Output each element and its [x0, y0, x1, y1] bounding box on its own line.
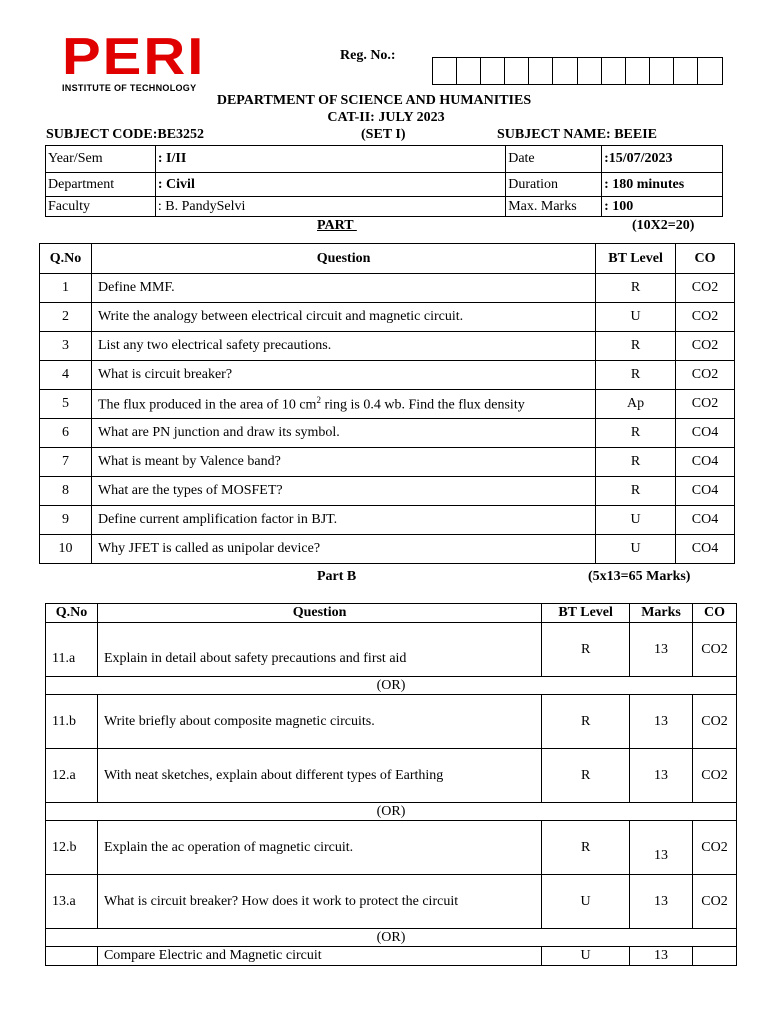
- max-marks-value: : 100: [602, 197, 723, 217]
- table-row: [46, 947, 737, 966]
- reg-box[interactable]: [626, 58, 650, 84]
- co-value: CO2: [676, 303, 735, 332]
- co-value: CO4: [676, 506, 735, 535]
- header-question: Question: [97, 604, 541, 623]
- co-value: CO2: [693, 749, 737, 803]
- bt-level: R: [542, 623, 630, 677]
- co-value: CO4: [676, 419, 735, 448]
- question-text: Compare Electric and Magnetic circuit: [97, 947, 541, 966]
- co-value: CO2: [676, 274, 735, 303]
- q-number: 12.b: [46, 821, 98, 875]
- reg-box[interactable]: [674, 58, 698, 84]
- or-separator: (OR): [46, 803, 737, 821]
- part-a-title: PART: [317, 218, 357, 233]
- table-row: [40, 274, 735, 303]
- part-b-title: Part B: [317, 569, 357, 584]
- logo-subtitle: INSTITUTE OF TECHNOLOGY: [62, 83, 197, 93]
- question-text: Write the analogy between electrical circuit and magnetic circuit.: [91, 303, 595, 332]
- co-value: CO2: [676, 390, 735, 419]
- q-number: 6: [40, 419, 92, 448]
- subject-code: SUBJECT CODE:BE3252: [46, 127, 205, 142]
- table-row: [40, 506, 735, 535]
- reg-box[interactable]: [602, 58, 626, 84]
- duration-value: : 180 minutes: [602, 173, 723, 197]
- header-marks: Marks: [630, 604, 693, 623]
- bt-level: U: [542, 875, 630, 929]
- table-row: [46, 749, 737, 803]
- reg-no-label: Reg. No.:: [340, 48, 396, 63]
- bt-level: U: [542, 947, 630, 966]
- co-value: CO2: [693, 623, 737, 677]
- bt-level: Ap: [596, 390, 676, 419]
- question-text: Explain the ac operation of magnetic circuit.: [97, 821, 541, 875]
- year-value: : I/II: [155, 146, 505, 173]
- q-number: 9: [40, 506, 92, 535]
- question-text: Why JFET is called as unipolar device?: [91, 535, 595, 564]
- department-heading: DEPARTMENT OF SCIENCE AND HUMANITIES: [216, 93, 532, 108]
- part-a-marks: (10X2=20): [632, 218, 695, 233]
- co-value: [693, 947, 737, 966]
- department-value: : Civil: [155, 173, 505, 197]
- reg-no-boxes[interactable]: [432, 57, 723, 85]
- part-b-table: [45, 603, 737, 966]
- table-row: [40, 535, 735, 564]
- question-text: List any two electrical safety precautions.: [91, 332, 595, 361]
- bt-level: R: [542, 749, 630, 803]
- marks-value: 13: [630, 749, 693, 803]
- reg-box[interactable]: [481, 58, 505, 84]
- bt-level: U: [596, 535, 676, 564]
- table-row: [46, 821, 737, 875]
- table-row: [46, 875, 737, 929]
- q-number: 2: [40, 303, 92, 332]
- marks-value: 13: [630, 821, 693, 875]
- q-number: 8: [40, 477, 92, 506]
- table-row: [40, 419, 735, 448]
- table-row: [40, 477, 735, 506]
- q-number: 3: [40, 332, 92, 361]
- reg-box[interactable]: [650, 58, 674, 84]
- q-number: 4: [40, 361, 92, 390]
- bt-level: R: [596, 361, 676, 390]
- q-number: [46, 947, 98, 966]
- logo-peri: PERI: [62, 27, 206, 86]
- co-value: CO2: [693, 695, 737, 749]
- co-value: CO2: [676, 361, 735, 390]
- co-value: CO4: [676, 535, 735, 564]
- year-label: Year/Sem: [46, 146, 156, 173]
- q-number: 13.a: [46, 875, 98, 929]
- header-bt-level: BT Level: [542, 604, 630, 623]
- co-value: CO4: [676, 477, 735, 506]
- question-text: What are PN junction and draw its symbol.: [91, 419, 595, 448]
- superscript: 2: [316, 394, 321, 405]
- part-a-table: [39, 243, 735, 564]
- department-label: Department: [46, 173, 156, 197]
- q-number: 12.a: [46, 749, 98, 803]
- q-number: 11.b: [46, 695, 98, 749]
- reg-box[interactable]: [698, 58, 722, 84]
- info-table: [45, 145, 723, 217]
- date-value: :15/07/2023: [602, 146, 723, 173]
- question-text: What is circuit breaker?: [91, 361, 595, 390]
- bt-level: U: [596, 506, 676, 535]
- question-text: With neat sketches, explain about different types of Earthing: [97, 749, 541, 803]
- question-text-part: ring is 0.4 wb. Find the flux density: [320, 397, 525, 413]
- exam-heading: CAT-II: JULY 2023: [327, 110, 445, 125]
- header-bt-level: BT Level: [596, 244, 676, 274]
- bt-level: R: [542, 695, 630, 749]
- table-row: [40, 303, 735, 332]
- header-qno: Q.No: [40, 244, 92, 274]
- bt-level: R: [542, 821, 630, 875]
- set-label: (SET I): [361, 127, 406, 142]
- header-question: Question: [91, 244, 595, 274]
- co-value: CO2: [693, 821, 737, 875]
- co-value: CO2: [676, 332, 735, 361]
- question-text: What is circuit breaker? How does it work to protect the circuit: [97, 875, 541, 929]
- question-text: Write briefly about composite magnetic circuits.: [97, 695, 541, 749]
- question-text: [91, 390, 595, 419]
- header-qno: Q.No: [46, 604, 98, 623]
- marks-value: 13: [630, 623, 693, 677]
- q-number: 7: [40, 448, 92, 477]
- max-marks-label: Max. Marks: [506, 197, 602, 217]
- question-text: Define MMF.: [91, 274, 595, 303]
- marks-value: 13: [630, 875, 693, 929]
- faculty-label: Faculty: [46, 197, 156, 217]
- table-row: [40, 361, 735, 390]
- bt-level: R: [596, 448, 676, 477]
- table-row: [46, 695, 737, 749]
- bt-level: U: [596, 303, 676, 332]
- duration-label: Duration: [506, 173, 602, 197]
- or-separator: (OR): [46, 677, 737, 695]
- reg-box[interactable]: [433, 58, 457, 84]
- table-row: [46, 623, 737, 677]
- reg-box[interactable]: [505, 58, 529, 84]
- subject-name: SUBJECT NAME: BEEIE: [497, 127, 658, 142]
- co-value: CO4: [676, 448, 735, 477]
- q-number: 11.a: [46, 623, 98, 677]
- bt-level: R: [596, 477, 676, 506]
- table-row: [40, 390, 735, 419]
- faculty-value: : B. PandySelvi: [155, 197, 505, 217]
- q-number: 5: [40, 390, 92, 419]
- bt-level: R: [596, 332, 676, 361]
- reg-box[interactable]: [578, 58, 602, 84]
- or-separator: (OR): [46, 929, 737, 947]
- header-co: CO: [693, 604, 737, 623]
- question-text: What are the types of MOSFET?: [91, 477, 595, 506]
- table-row: [40, 448, 735, 477]
- date-label: Date: [506, 146, 602, 173]
- header-co: CO: [676, 244, 735, 274]
- marks-value: 13: [630, 695, 693, 749]
- bt-level: R: [596, 419, 676, 448]
- reg-box[interactable]: [457, 58, 481, 84]
- table-row: [40, 332, 735, 361]
- reg-box[interactable]: [529, 58, 553, 84]
- q-number: 10: [40, 535, 92, 564]
- bt-level: R: [596, 274, 676, 303]
- question-text: Explain in detail about safety precautions and first aid: [97, 623, 541, 677]
- marks-value: 13: [630, 947, 693, 966]
- question-text: What is meant by Valence band?: [91, 448, 595, 477]
- co-value: CO2: [693, 875, 737, 929]
- reg-box[interactable]: [553, 58, 577, 84]
- part-b-marks: (5x13=65 Marks): [588, 569, 691, 584]
- question-text-part: The flux produced in the area of 10 cm: [97, 397, 317, 413]
- q-number: 1: [40, 274, 92, 303]
- question-text: Define current amplification factor in BJT.: [91, 506, 595, 535]
